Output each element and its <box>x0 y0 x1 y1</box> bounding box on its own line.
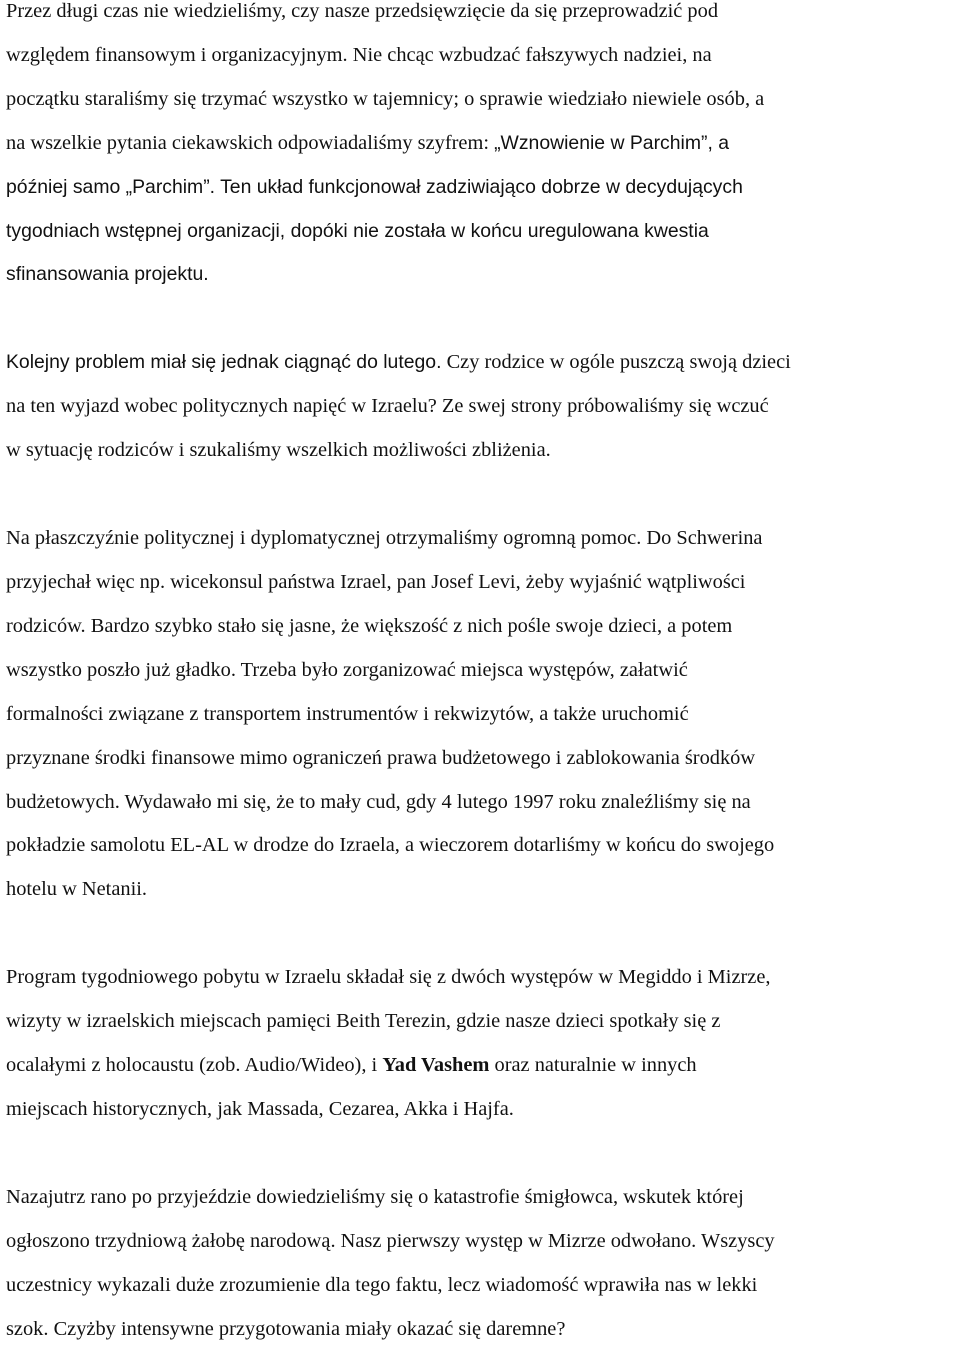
paragraph-2 <box>6 341 956 473</box>
paragraph-1-text-a: Przez długi czas nie wiedzieliśmy, czy nasze przedsięwzięcie da się przeprowadzić pod względem finansowym i organizacyjnym. Nie chcąc wzbudzać fałszywych nadziei, na początku staraliśmy się trzymać wszystko w tajemnicy; o sprawie wiedziało niewiele osób, a na wszelkie pytania ciekawskich odpowiadaliśmy szyfrem: <box>6 0 765 154</box>
paragraph-2-text-a: Kolejny problem miał się jednak ciągnąć do lutego. <box>6 351 442 374</box>
paragraph-1 <box>6 0 956 297</box>
paragraph-4 <box>6 956 956 1132</box>
paragraph-4-text-b: oraz naturalnie w innych miejscach historycznych, jak Massada, Cezarea, Akka i Hajfa. <box>6 1054 697 1120</box>
paragraph-4-bold-term: Yad Vashem <box>382 1054 490 1077</box>
paragraph-1-text-c: Ten układ funkcjonował zadziwiająco dobrze w decydujących tygodniach wstępnej organizacji, dopóki nie została w końcu uregulowana kwestia sfinansowania projektu. <box>6 175 743 286</box>
document-page <box>6 0 956 1351</box>
paragraph-1-text-b: „Wznowienie w Parchim”, a później samo „Parchim”. <box>6 131 729 198</box>
paragraph-4-text-a: Program tygodniowego pobytu w Izraelu składał się z dwóch występów w Megiddo i Mizrze, wizyty w izraelskich miejscach pamięci Beith Terezin, gdzie nasze dzieci spotkały się z ocalałymi z holocaustu (zob. Audio/Wideo), i <box>6 966 771 1077</box>
paragraph-5: Nazajutrz rano po przyjeździe dowiedzieliśmy się o katastrofie śmigłowca, wskutek której ogłoszono trzydniową żałobę narodową. Nasz pierwszy występ w Mizrze odwołano. Wszyscy uczestnicy wykazali duże zrozumienie dla tego faktu, lecz wiadomość wprawiła nas w lekki szok. Czyżby intensywne przygotowania miały okazać się daremne? <box>6 1185 775 1340</box>
paragraph-3: Na płaszczyźnie politycznej i dyplomatycznej otrzymaliśmy ogromną pomoc. Do Schwerina przyjechał więc np. wicekonsul państwa Izrael, pan Josef Levi, żeby wyjaśnić wątpliwości rodziców. Bardzo szybko stało się jasne, że większość z nich pośle swoje dzieci, a potem wszystko poszło już gładko. Trzeba było zorganizować miejsca występów, załatwić formalności związane z transportem instrumentów i rekwizytów, a także uruchomić przyznane środki finansowe mimo ograniczeń prawa budżetowego i zablokowania środków budżetowych. Wydawało mi się, że to mały cud, gdy 4 lutego 1997 roku znaleźliśmy się na pokładzie samolotu EL-AL w drodze do Izraela, a wieczorem dotarliśmy w końcu do swojego hotelu w Netanii. <box>6 527 775 901</box>
paragraph-2-text-b: Czy rodzice w ogóle puszczą swoją dzieci na ten wyjazd wobec politycznych napięć w Izraelu? Ze swej strony próbowaliśmy się wczuć w sytuację rodziców i szukaliśmy wszelkich możliwości zbliżenia. <box>6 351 791 462</box>
